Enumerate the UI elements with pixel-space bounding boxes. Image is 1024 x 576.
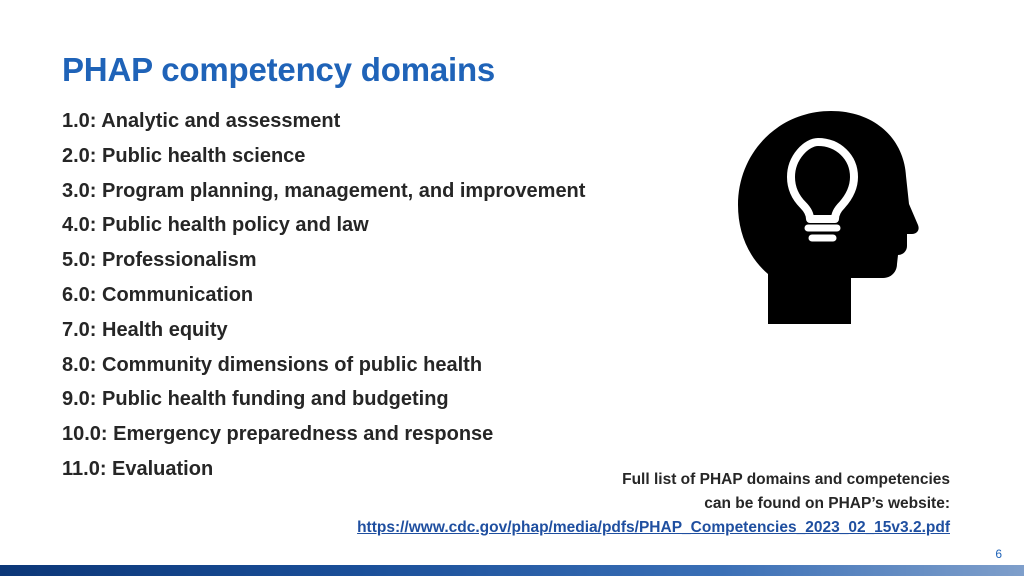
domain-item: 5.0: Professionalism [62,249,257,272]
domain-item: 8.0: Community dimensions of public health [62,353,483,376]
domain-item: 7.0: Health equity [62,318,228,341]
domain-item: 6.0: Communication [62,283,254,306]
competencies-note [357,468,950,540]
domain-list [62,104,585,487]
domain-item: 9.0: Public health funding and budgeting [62,388,449,411]
slide-title: PHAP competency domains [62,51,496,88]
phap-competencies-link[interactable]: https://www.cdc.gov/phap/media/pdfs/PHAP_Competencies_2023_02_15v3.2.pdf [357,519,950,536]
domain-item: 4.0: Public health policy and law [62,214,369,237]
domain-item: 2.0: Public health science [62,144,306,167]
domain-item: 11.0: Evaluation [62,457,214,480]
domain-item: 3.0: Program planning, management, and improvement [62,179,586,202]
note-line-1: Full list of PHAP domains and competencies [622,471,950,488]
domain-item: 1.0: Analytic and assessment [62,110,341,132]
head-with-lightbulb-icon [736,110,920,324]
domain-item: 10.0: Emergency preparedness and response [62,423,494,446]
footer-bar [0,565,1024,576]
note-line-2: can be found on PHAP’s website: [704,495,950,512]
page-number: 6 [995,547,1002,561]
